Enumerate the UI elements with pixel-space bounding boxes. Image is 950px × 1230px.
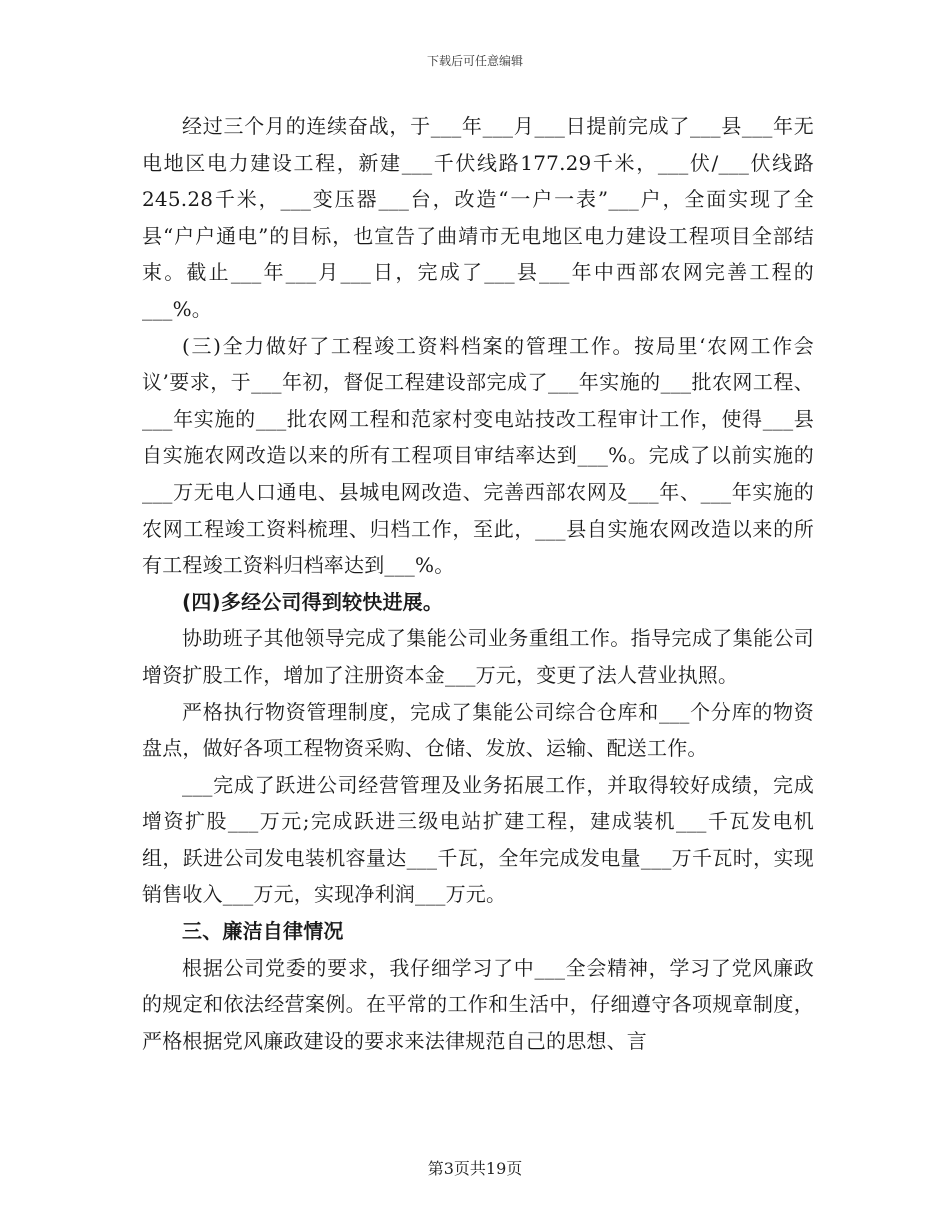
paragraph-yuejin-company: ___完成了跃进公司经营管理及业务拓展工作，并取得较好成绩，完成增资扩股___万元;完成跃进三级电站扩建工程，建成装机___千瓦发电机组，跃进公司发电装机容量达___千瓦，全年完成发电量___万千瓦时，实现销售收入___万元，实现净利润___万元。 xyxy=(142,772,814,907)
section-heading-diversified-business: (四)多经公司得到较快进展。 xyxy=(182,589,444,614)
paragraph-completion-summary: 经过三个月的连续奋战，于___年___月___日提前完成了___县___年无电地区电力建设工程，新建___千伏线路177.29千米，___伏/___伏线路245.28千米，___变压器___台，改造“一户一表”___户，全面实现了全县“户户通电”的目标，也宣告了曲靖市无电地区电力建设工程项目全部结束。截止___年___月___日，完成了___县___年中西部农网完善工程的___%。 xyxy=(142,114,814,321)
page-header-note: 下载后可任意编辑 xyxy=(426,54,523,68)
paragraph-material-management: 严格执行物资管理制度，完成了集能公司综合仓库和___个分库的物资盘点，做好各项工程物资采购、仓储、发放、运输、配送工作。 xyxy=(142,699,814,761)
paragraph-archive-management: (三)全力做好了工程竣工资料档案的管理工作。按局里‘农网工作会议’要求，于___年初，督促工程建设部完成了___年实施的___批农网工程、___年实施的___批农网工程和范家村变电站技改工程审计工作，使得___县自实施农网改造以来的所有工程项目审结率达到___%。完成了以前实施的___万无电人口通电、县城电网改造、完善西部农网及___年、___年实施的农网工程竣工资料梳理、归档工作，至此，___县自实施农网改造以来的所有工程竣工资料归档率达到___%。 xyxy=(142,333,814,578)
paragraph-integrity-study: 根据公司党委的要求，我仔细学习了中___全会精神，学习了党风廉政的规定和依法经营案例。在平常的工作和生活中，仔细遵守各项规章制度，严格根据党风廉政建设的要求来法律规范自己的思想、言 xyxy=(142,955,814,1053)
section-heading-integrity: 三、廉洁自律情况 xyxy=(182,919,344,944)
paragraph-jineng-restructure: 协助班子其他领导完成了集能公司业务重组工作。指导完成了集能公司增资扩股工作，增加了注册资本金___万元，变更了法人营业执照。 xyxy=(142,626,814,687)
page-number-footer: 第3页共19页 xyxy=(427,1159,523,1178)
document-body xyxy=(142,108,814,1059)
